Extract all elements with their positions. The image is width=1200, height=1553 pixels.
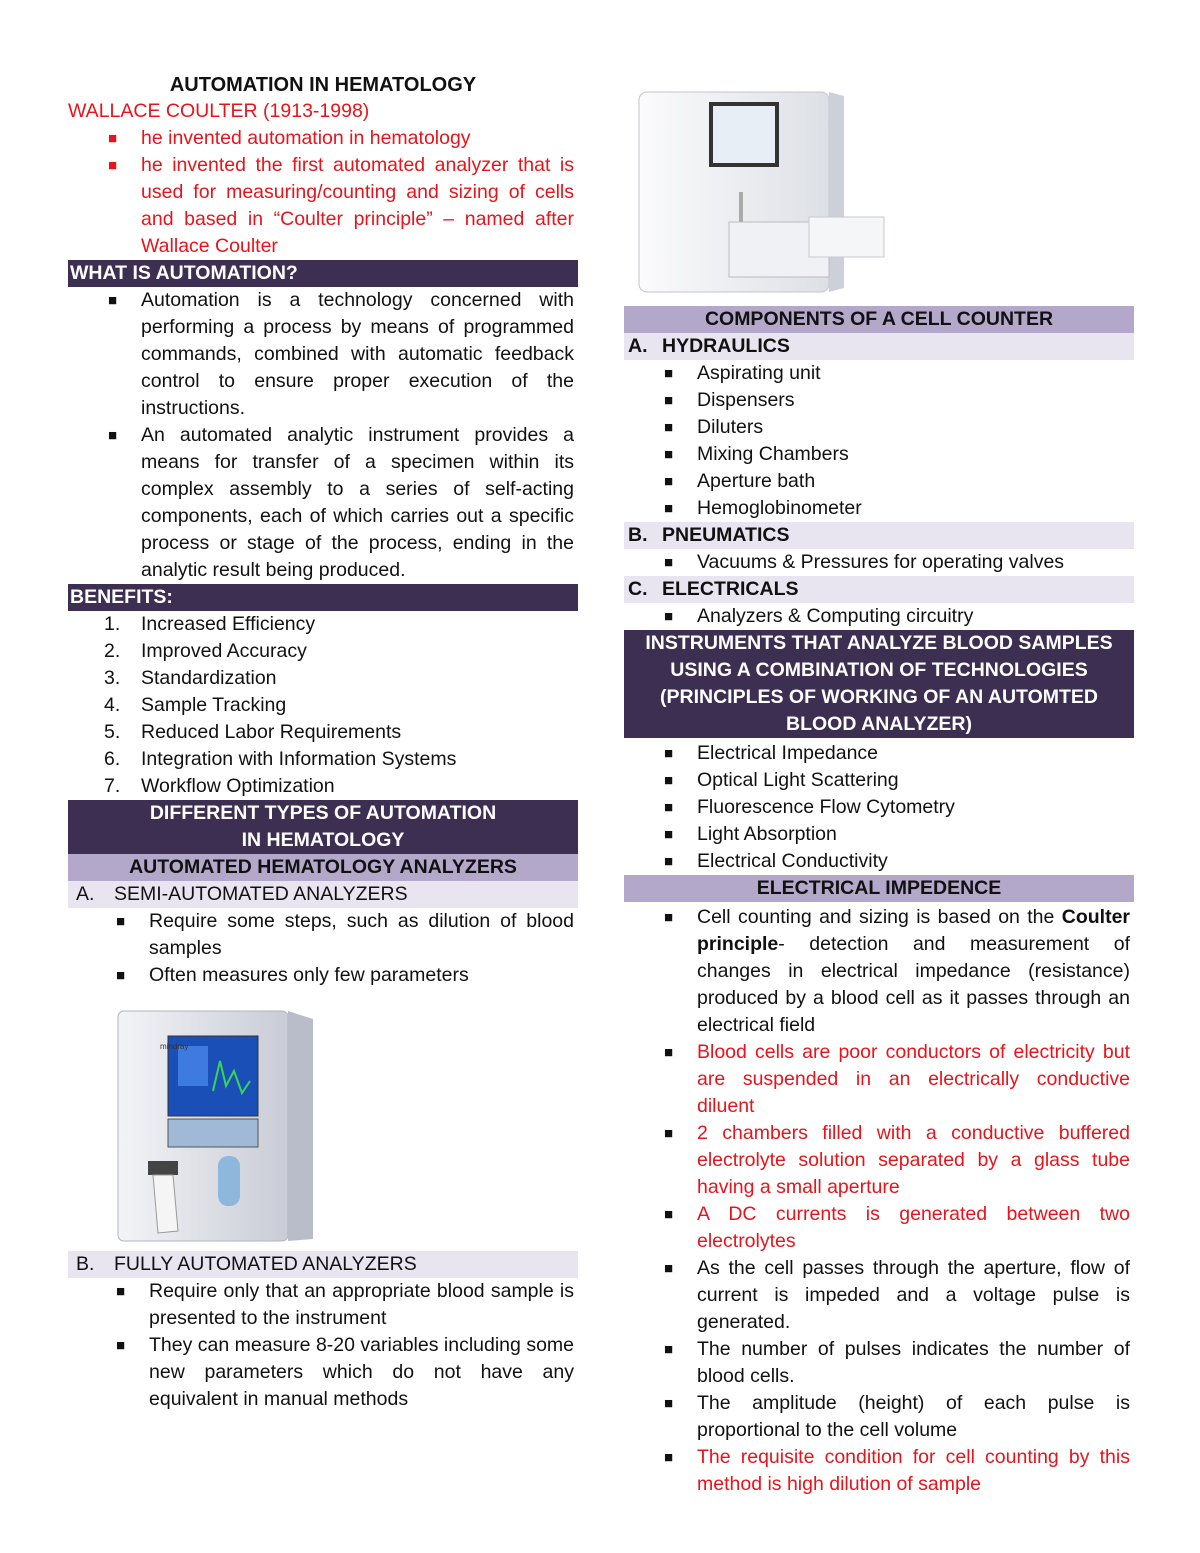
benefits-list	[68, 611, 578, 800]
square-bullet-icon: ■	[116, 1337, 126, 1354]
square-bullet-icon: ■	[664, 853, 674, 870]
list-item: ■ Dispensers	[624, 387, 1134, 414]
list-item: ■ Mixing Chambers	[624, 441, 1134, 468]
square-bullet-icon: ■	[664, 826, 674, 843]
list-item: ■ Require some steps, such as dilution of blood samples	[116, 910, 574, 959]
right-column	[624, 0, 1134, 1498]
square-bullet-icon: ■	[108, 157, 118, 174]
types-heading: DIFFERENT TYPES OF AUTOMATION IN HEMATOLOGY	[68, 800, 578, 854]
list-item: ■ he invented the first automated analyzer that is used for measuring/counting and sizing of cells and based in “Coulter principle” – named after Wallace Coulter	[108, 154, 574, 257]
list-item: 7. Workflow Optimization	[104, 775, 335, 797]
list-item: ■ Vacuums & Pressures for operating valves	[624, 549, 1134, 576]
square-bullet-icon: ■	[108, 292, 118, 309]
page-title: AUTOMATION IN HEMATOLOGY	[169, 74, 477, 96]
what-heading: WHAT IS AUTOMATION?	[68, 260, 578, 287]
semi-analyzer-image	[68, 989, 578, 1251]
list-item: ■ Fluorescence Flow Cytometry	[624, 794, 1134, 821]
instruments-heading: INSTRUMENTS THAT ANALYZE BLOOD SAMPLES USING A COMBINATION OF TECHNOLOGIES (PRINCIPLES OF WORKING OF AN AUTOMTED BLOOD ANALYZER)	[624, 630, 1134, 738]
square-bullet-icon: ■	[108, 427, 118, 444]
list-item: ■ Hemoglobinometer	[624, 495, 1134, 522]
square-bullet-icon: ■	[664, 1206, 674, 1223]
list-item: ■ As the cell passes through the aperture, flow of current is impeded and a voltage pulse is generated.	[664, 1257, 1130, 1333]
hydraulics-list	[624, 360, 1134, 522]
list-item: ■ The number of pulses indicates the number of blood cells.	[664, 1338, 1130, 1387]
list-item: ■ Require only that an appropriate blood sample is presented to the instrument	[116, 1280, 574, 1329]
square-bullet-icon: ■	[664, 446, 674, 463]
list-item: ■ Blood cells are poor conductors of electricity but are suspended in an electrically conductive diluent	[664, 1041, 1130, 1117]
technologies-list	[624, 740, 1134, 875]
list-item: ■ Aperture bath	[624, 468, 1134, 495]
list-item: ■ Automation is a technology concerned with performing a process by means of programmed commands, combined with automatic feedback control to ensure proper execution of the instructions.	[108, 289, 574, 419]
list-item: ■ 2 chambers filled with a conductive buffered electrolyte solution separated by a glass tube having a small aperture	[664, 1122, 1130, 1198]
semi-list	[68, 908, 578, 989]
square-bullet-icon: ■	[664, 365, 674, 382]
what-list	[68, 287, 578, 584]
square-bullet-icon: ■	[664, 419, 674, 436]
pneumatics-list	[624, 549, 1134, 576]
list-item: ■ An automated analytic instrument provides a means for transfer of a specimen within its complex assembly to a series of self-acting components, each of which carries out a specific process or stage of the process, ending in the analytic result being produced.	[108, 424, 574, 581]
square-bullet-icon: ■	[108, 130, 118, 147]
impedance-list	[624, 904, 1134, 1498]
components-heading: COMPONENTS OF A CELL COUNTER	[624, 306, 1134, 333]
list-item: 5. Reduced Labor Requirements	[104, 721, 402, 743]
square-bullet-icon: ■	[664, 500, 674, 517]
brand-label: mindray	[160, 1042, 189, 1051]
semi-automated-label: A. SEMI-AUTOMATED ANALYZERS	[68, 881, 578, 908]
list-item: ■ The requisite condition for cell counting by this method is high dilution of sample	[664, 1446, 1130, 1495]
square-bullet-icon: ■	[664, 473, 674, 490]
square-bullet-icon: ■	[116, 1283, 126, 1300]
list-item: ■ Optical Light Scattering	[624, 767, 1134, 794]
list-item: ■ The amplitude (height) of each pulse is proportional to the cell volume	[664, 1392, 1130, 1441]
square-bullet-icon: ■	[664, 745, 674, 762]
hydraulics-label: A. HYDRAULICS	[624, 333, 1134, 360]
list-item: 2. Improved Accuracy	[104, 640, 307, 662]
square-bullet-icon: ■	[664, 1395, 674, 1412]
square-bullet-icon: ■	[664, 1449, 674, 1466]
square-bullet-icon: ■	[664, 909, 674, 926]
list-item: ■ They can measure 8-20 variables including some new parameters which do not have any equivalent in manual methods	[116, 1334, 574, 1410]
list-item: 6. Integration with Information Systems	[104, 748, 457, 770]
coulter-heading: WALLACE COULTER (1913-1998)	[68, 100, 370, 122]
list-item: 4. Sample Tracking	[104, 694, 287, 716]
analyzer-illustration-icon	[629, 72, 899, 302]
list-item: ■ Analyzers & Computing circuitry	[624, 603, 1134, 630]
list-item: ■ Cell counting and sizing is based on the Coulter principle- detection and measurement of changes in electrical impedance (resistance) produced by a blood cell as it passes through an electrical field	[664, 906, 1130, 1036]
square-bullet-icon: ■	[116, 967, 126, 984]
coulter-list	[68, 125, 578, 260]
square-bullet-icon: ■	[664, 554, 674, 571]
square-bullet-icon: ■	[664, 772, 674, 789]
electricals-list	[624, 603, 1134, 630]
benefits-heading: BENEFITS:	[68, 584, 578, 611]
list-item: ■ A DC currents is generated between two electrolytes	[664, 1203, 1130, 1252]
list-item: ■ he invented automation in hematology	[68, 125, 578, 152]
list-item: ■ Often measures only few parameters	[68, 962, 578, 989]
fully-analyzer-image	[624, 0, 1134, 306]
list-item: ■ Electrical Impedance	[624, 740, 1134, 767]
list-item: ■ Light Absorption	[624, 821, 1134, 848]
analyzers-heading: AUTOMATED HEMATOLOGY ANALYZERS	[68, 854, 578, 881]
fully-automated-label: B. FULLY AUTOMATED ANALYZERS	[68, 1251, 578, 1278]
analyzer-illustration-icon	[108, 1001, 408, 1251]
list-item: ■ Electrical Conductivity	[624, 848, 1134, 875]
electricals-label: C. ELECTRICALS	[624, 576, 1134, 603]
list-item: ■ Diluters	[624, 414, 1134, 441]
list-item: 3. Standardization	[104, 667, 277, 689]
list-item: ■ Aspirating unit	[624, 360, 1134, 387]
square-bullet-icon: ■	[664, 608, 674, 625]
fully-list	[68, 1278, 578, 1413]
left-column	[68, 0, 578, 1413]
impedance-heading: ELECTRICAL IMPEDENCE	[624, 875, 1134, 902]
pneumatics-label: B. PNEUMATICS	[624, 522, 1134, 549]
square-bullet-icon: ■	[664, 392, 674, 409]
square-bullet-icon: ■	[664, 1044, 674, 1061]
square-bullet-icon: ■	[664, 1260, 674, 1277]
square-bullet-icon: ■	[664, 1341, 674, 1358]
list-item: 1. Increased Efficiency	[104, 613, 316, 635]
square-bullet-icon: ■	[116, 913, 126, 930]
square-bullet-icon: ■	[664, 799, 674, 816]
square-bullet-icon: ■	[664, 1125, 674, 1142]
